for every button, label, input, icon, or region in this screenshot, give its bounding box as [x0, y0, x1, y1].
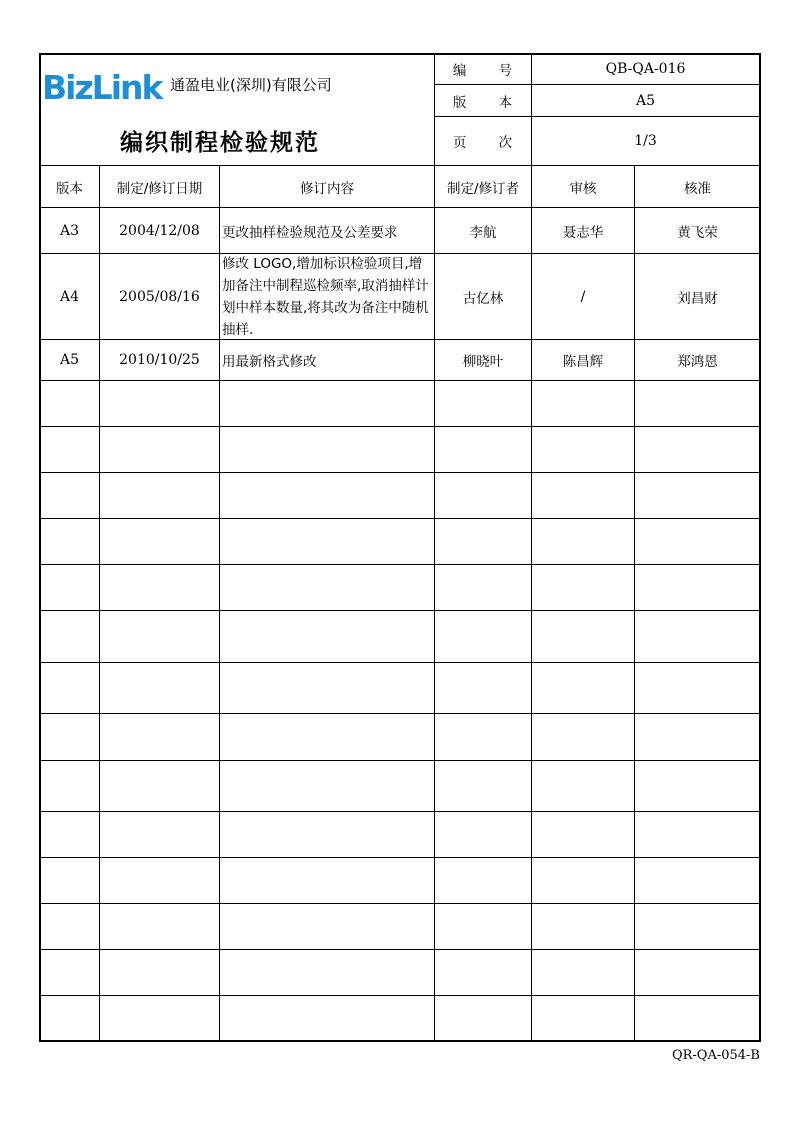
row-line — [40, 811, 760, 812]
row-line — [40, 518, 760, 519]
row-date: 2005/08/16 — [119, 288, 200, 305]
page-value: 1/3 — [634, 133, 657, 149]
col-header-content: 修订内容 — [300, 180, 354, 197]
row-line — [40, 857, 760, 858]
row-author: 李航 — [469, 224, 497, 241]
row-date: 2010/10/25 — [119, 352, 200, 368]
logo-text: BizLink — [42, 68, 162, 107]
row-date: 2004/12/08 — [119, 222, 200, 239]
row-author: 柳晓叶 — [462, 354, 504, 370]
row-reviewer: 聂志华 — [562, 224, 604, 241]
row-version: A4 — [59, 288, 80, 305]
row-approver: 黄飞荣 — [677, 224, 718, 241]
row-line — [40, 472, 760, 473]
row-reviewer: 陈昌辉 — [562, 354, 604, 370]
row-line — [40, 995, 760, 996]
col-header-date: 制定/修订日期 — [116, 180, 203, 197]
form-code: QR-QA-054-B — [671, 1048, 760, 1063]
company-name: 通盈电业(深圳)有限公司 — [170, 76, 332, 94]
row-line — [40, 610, 760, 611]
row-version: A5 — [59, 352, 80, 368]
document-title: 编织制程检验规范 — [120, 130, 320, 156]
col-header-reviewer: 审核 — [569, 180, 597, 197]
row-line — [40, 949, 760, 950]
row-approver: 刘昌财 — [677, 290, 718, 307]
row-line — [40, 760, 760, 761]
doc-number-label: 编 号 — [452, 63, 527, 79]
row-approver: 郑鸿恩 — [677, 354, 718, 370]
bizlink-logo — [42, 68, 161, 108]
row-content: 用最新格式修改 — [222, 354, 317, 370]
version-label: 版 本 — [452, 94, 527, 111]
row-content: 更改抽样检验规范及公差要求 — [222, 224, 398, 241]
col-header-version: 版本 — [56, 180, 83, 197]
row-content: 修改 LOGO,增加标识检验项目,增加备注中制程巡检频率,取消抽样计划中样本数量,将其改为备注中随机抽样. — [222, 255, 429, 338]
row-line — [40, 662, 760, 663]
doc-number-value: QB-QA-016 — [605, 61, 686, 77]
page-label: 页 次 — [452, 135, 527, 151]
col-header-author: 制定/修订者 — [446, 180, 520, 197]
row-author: 古亿林 — [462, 290, 504, 307]
version-value: A5 — [635, 92, 656, 109]
row-reviewer: / — [580, 288, 586, 305]
row-line — [40, 903, 760, 904]
row-line — [40, 713, 760, 714]
row-version: A3 — [59, 222, 80, 239]
row-line — [40, 380, 760, 381]
row-line — [40, 426, 760, 427]
col-header-approver: 核准 — [684, 180, 711, 197]
row-line — [40, 564, 760, 565]
